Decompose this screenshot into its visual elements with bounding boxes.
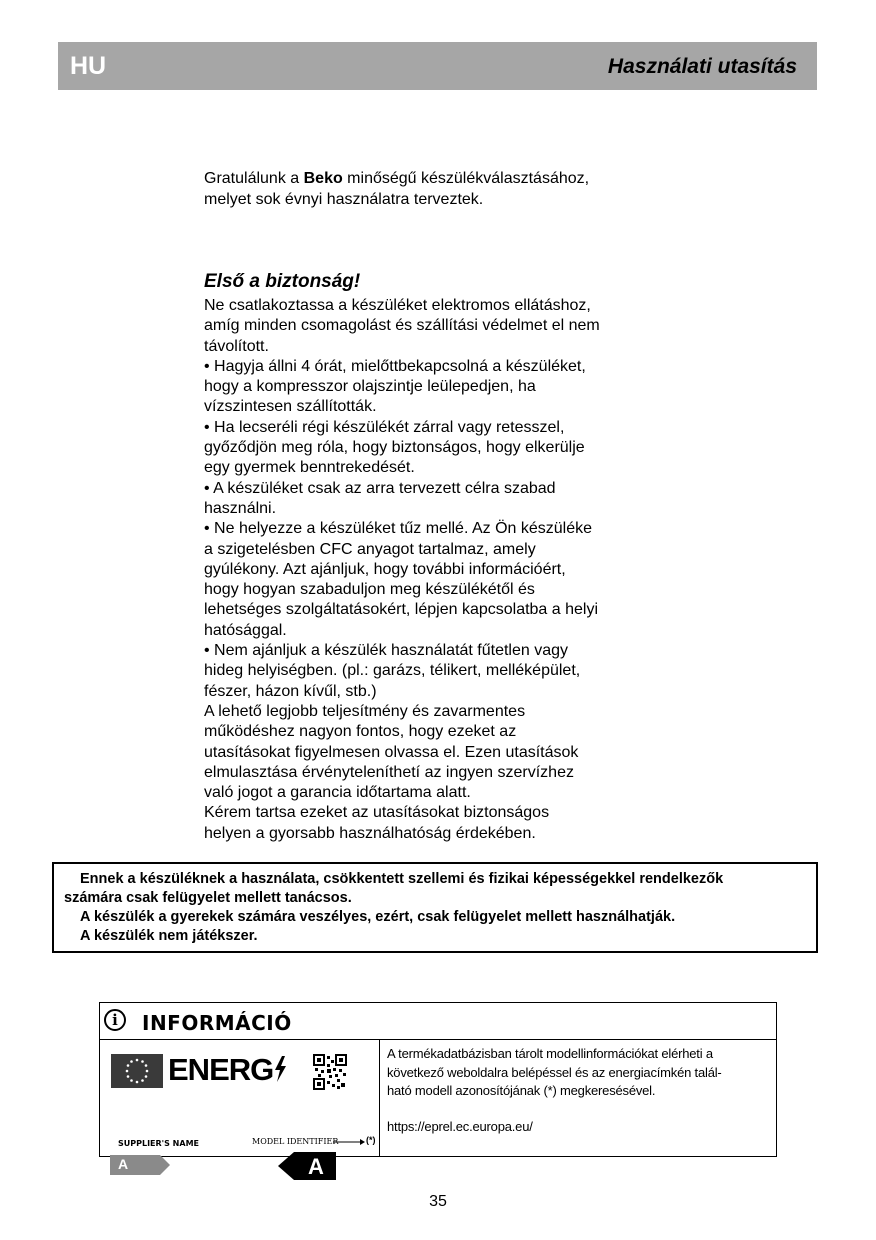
manual-title: Használati utasítás [607,55,797,78]
warning-box [52,862,818,953]
qr-code-icon [313,1054,347,1090]
model-identifier-label: MODEL IDENTIFIER [252,1137,339,1146]
safety-line: vízszintesen szállították. [204,398,377,416]
safety-line: • Ne helyezze a készüléket tűz mellé. Az Ön készüléke [204,520,593,538]
safety-line: helyen a gyorsabb használhatóság érdekében. [204,824,536,842]
safety-line: hideg helyiségben. (pl.: garázs, télikert, melléképület, [204,662,581,680]
safety-line: egy gyermek benntrekedését. [204,459,415,477]
safety-line: A lehető legjobb teljesítmény és zavarmentes [204,702,526,720]
information-header [100,1003,776,1040]
safety-line: • A készüléket csak az arra tervezett célra szabad [204,479,556,497]
safety-line: való jogot a garancia időtartama alatt. [204,784,471,802]
language-code: HU [70,52,107,80]
information-box [99,1002,777,1179]
warning-line-4: A készülék nem játékszer. [80,928,258,944]
warning-line-2: számára csak felügyelet mellett tanácsos. [64,890,352,906]
pointer-arrow-icon [333,1138,365,1146]
safety-line: fészer, házon kívűl, stb.) [204,682,377,700]
information-text [387,1045,767,1136]
intro-line-2: melyet sok évnyi használatra terveztek. [204,191,484,208]
lightning-icon [273,1056,287,1082]
page-header [58,42,817,90]
safety-heading: Első a biztonság! [204,271,361,292]
info-icon: i [104,1009,126,1031]
safety-line: győződjön meg róla, hogy biztonságos, hogy elkerülje [204,439,585,457]
warning-line-3: A készülék a gyerekek számára veszélyes, ezért, csak felügyelet mellett használhatják. [80,909,676,925]
page-number: 35 [429,1193,447,1210]
info-text-line: ható modell azonosítójának (*) megkeresésével. [387,1083,656,1098]
warning-line-1: Ennek a készüléknek a használata, csökkentett szellemi és fizikai képességekkel rendelkezők [80,871,724,887]
intro-text [204,168,654,210]
safety-line: utasításokat figyelmesen olvassa el. Ezen utasítások [204,743,579,761]
brand-name: Beko [303,170,343,187]
safety-line: Ne csatlakoztassa a készüléket elektromos ellátáshoz, [204,297,591,314]
safety-line: • Nem ajánljuk a készülék használatát fűtetlen vagy [204,642,569,660]
eu-flag-icon [111,1054,163,1088]
safety-line: hogy a kompresszor olajszintje leülepedjen, ha [204,378,536,396]
eprel-link[interactable]: https://eprel.ec.europa.eu/ [387,1118,533,1134]
information-title: INFORMÁCIÓ [142,1011,292,1035]
safety-line: amíg minden csomagolást és szállítási védelmet el nem [204,317,600,335]
safety-line: lehetséges szolgáltatásokért, lépjen kapcsolatba a helyi [204,601,599,619]
energy-wordmark: ENERG [168,1052,287,1088]
safety-line: • Ha lecseréli régi készülékét zárral vagy retesszel, [204,418,565,436]
safety-line: Kérem tartsa ezeket az utasításokat biztonságos [204,804,550,822]
safety-line: használni. [204,499,277,517]
safety-line: hatósággal. [204,621,287,639]
safety-line: a szigetelésben CFC anyagot tartalmaz, amely [204,540,536,558]
energy-label-illustration [100,1040,380,1179]
class-letter-large: A [308,1154,324,1179]
safety-line: távolított. [204,337,269,355]
model-marker: (*) [366,1135,376,1145]
safety-line: működéshez nagyon fontos, hogy ezeket az [204,723,517,741]
supplier-name-label: SUPPLIER'S NAME [118,1139,199,1148]
safety-line: elmulasztása érvényteleníthetí az ingyen szervízhez [204,763,574,781]
safety-line: hogy hogyan szabaduljon meg készülékétől és [204,581,535,599]
intro-line-1: Gratulálunk a Beko minőségű készülékválasztásához, [204,170,590,187]
info-text-line: A termékadatbázisban tárolt modellinformációkat elérheti a [387,1046,713,1061]
safety-body [204,296,654,844]
safety-line: • Hagyja állni 4 órát, mielőttbekapcsolná a készüléket, [204,357,586,375]
safety-line: gyúlékony. Azt ajánljuk, hogy további információért, [204,560,566,578]
class-letter-small: A [118,1156,129,1172]
info-text-line: következő weboldalra belépéssel és az energiacímkén talál- [387,1064,722,1080]
